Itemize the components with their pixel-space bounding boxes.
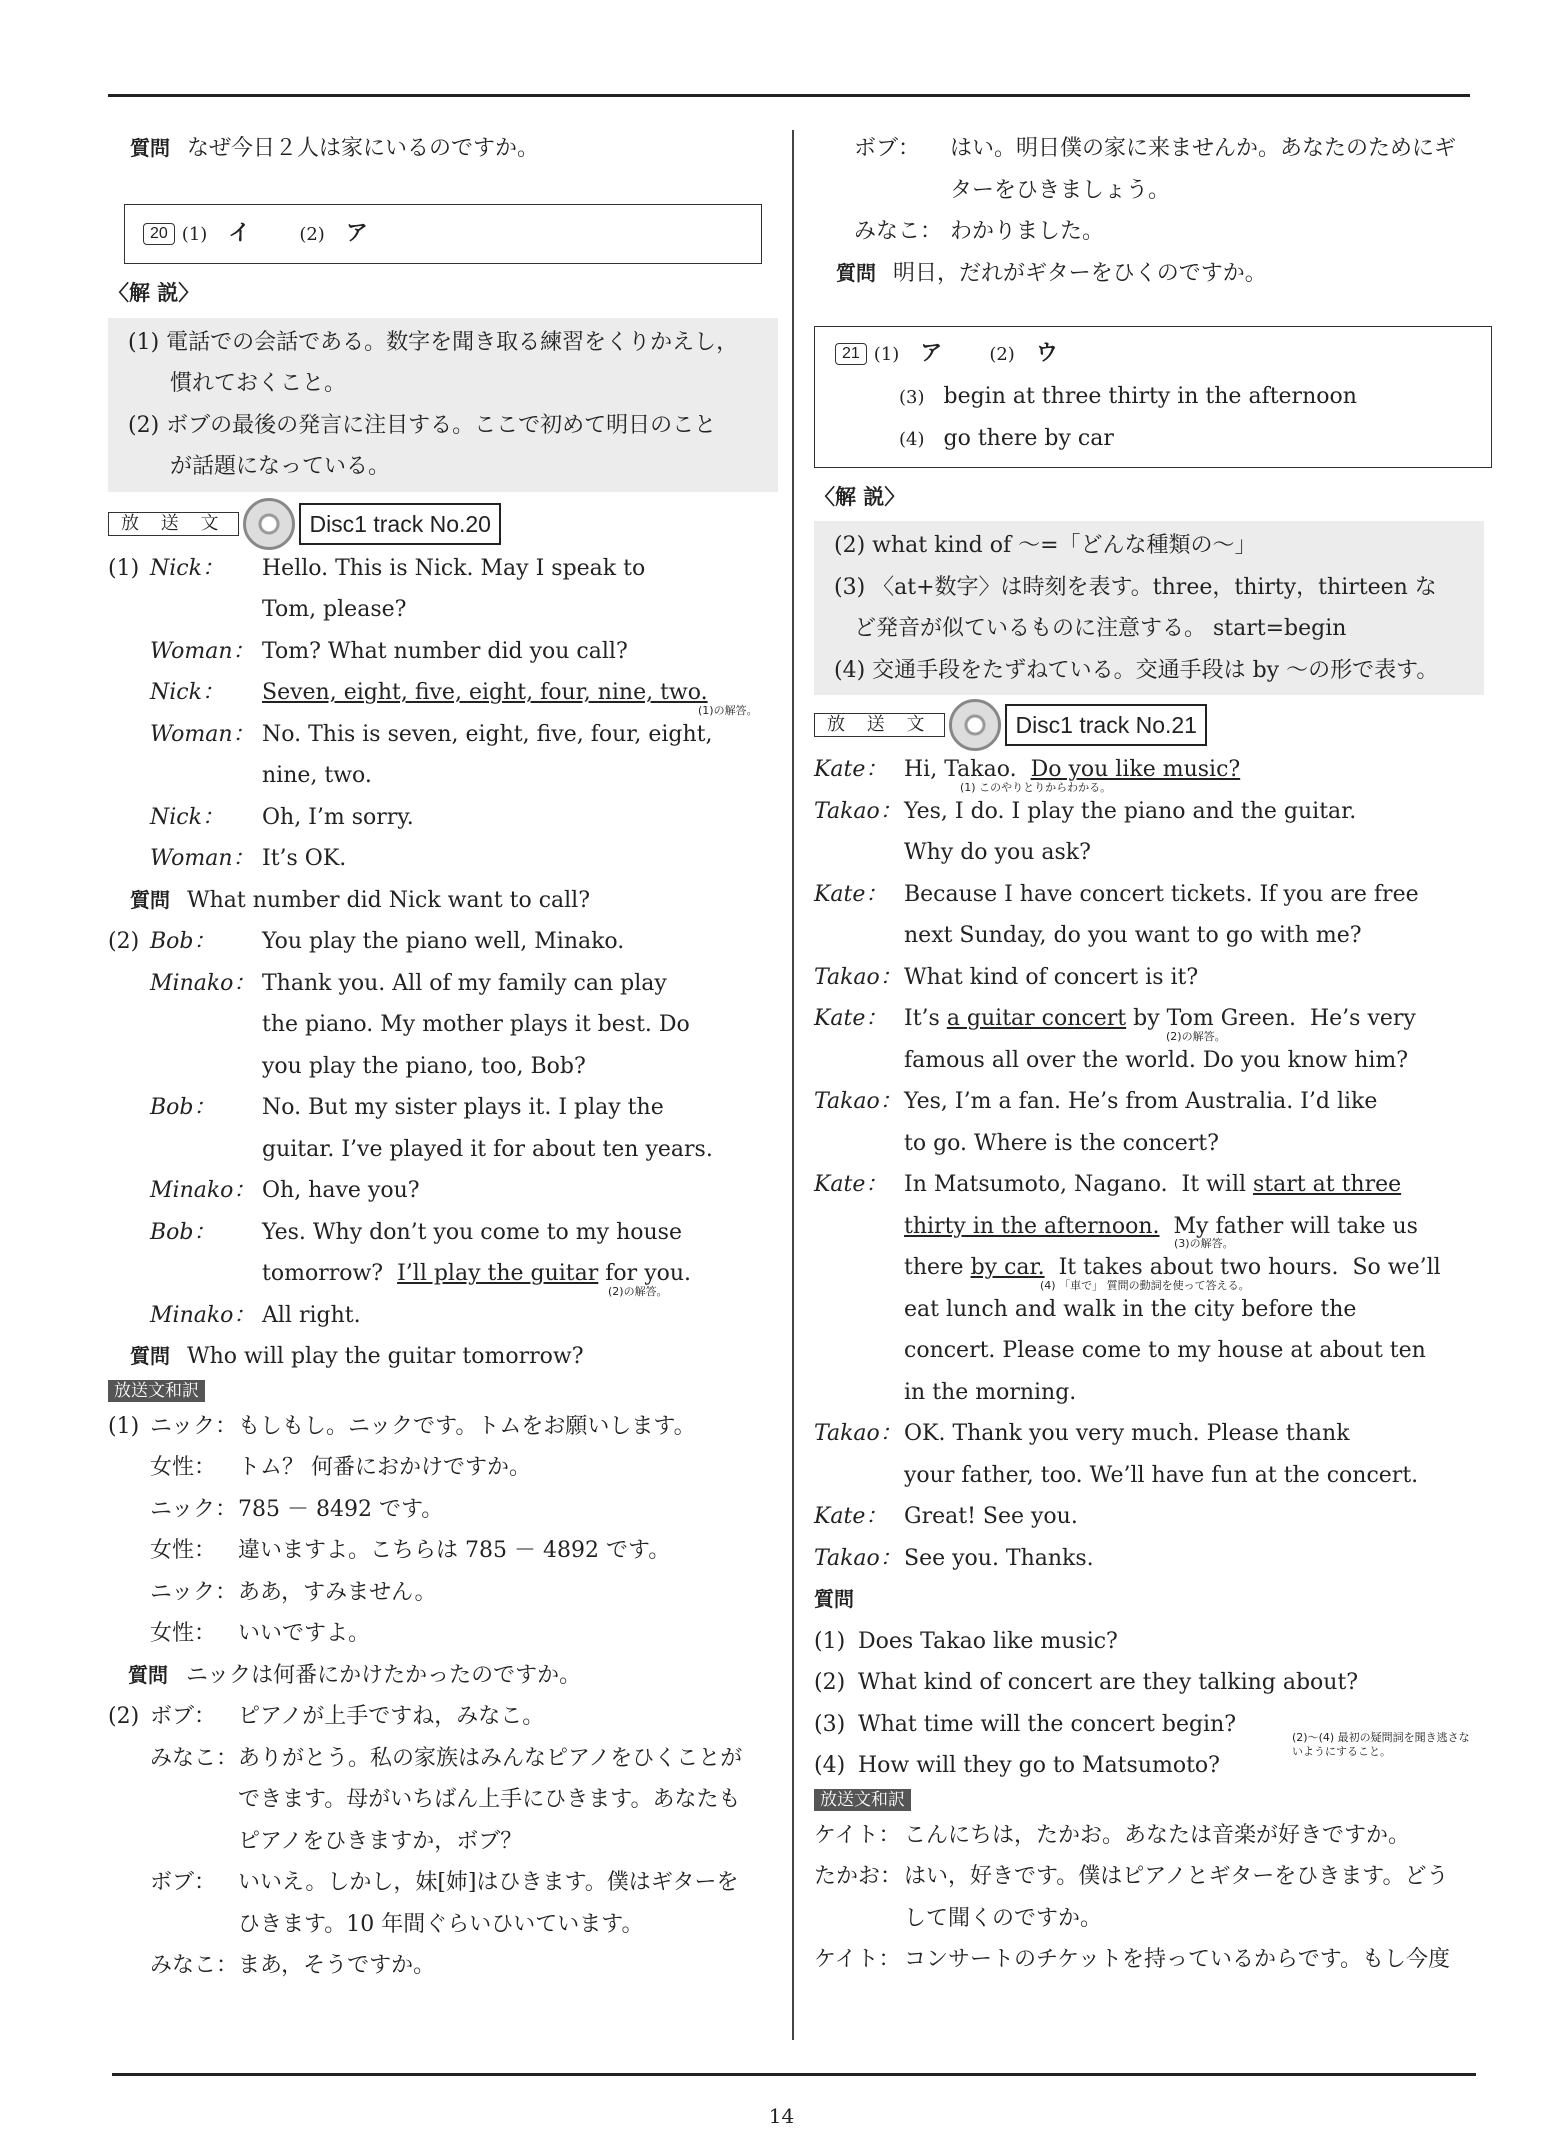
script-line: the piano. My mother plays it best. Do xyxy=(262,1012,690,1037)
top-rule xyxy=(108,94,1470,97)
kaisetsu-line: ど発音が似ているものに注意する。 start=begin xyxy=(854,616,1347,641)
kaisetsu-line: (3) 〈at+数字〉は時刻を表す。three，thirty，thirteen な xyxy=(834,574,1437,600)
script-line: (4) How will they go to Matsumoto? xyxy=(814,1753,1220,1778)
kaisetsu-line: (4) 交通手段をたずねている。交通手段は by ～の形で表す。 xyxy=(834,657,1439,683)
broadcast-label: 放 送 文 xyxy=(814,713,945,737)
script-line: next Sunday, do you want to go with me? xyxy=(904,923,1362,948)
script-line: Takao： OK. Thank you very much. Please thank xyxy=(814,1421,1350,1446)
q19-question: 質問 なぜ今日２人は家にいるのですか。 xyxy=(130,136,540,161)
script-line: eat lunch and walk in the city before the xyxy=(904,1296,1357,1322)
script-line: concert. Please come to my house at about ten xyxy=(904,1338,1426,1363)
script-line: ニック： 785 － 8492 です。 xyxy=(150,1496,444,1522)
script-line: tomorrow? I’ll play the guitar for you. xyxy=(262,1261,692,1286)
track-label: Disc1 track No.20 xyxy=(299,503,501,545)
script-line: して聞くのですか。 xyxy=(904,1905,1103,1931)
script-line: ひきます。10 年間ぐらいひいています。 xyxy=(238,1911,644,1937)
script-line: みなこ： まあ，そうですか。 xyxy=(150,1953,436,1978)
script-line: Takao： Yes, I’m a fan. He’s from Australia. I’d like xyxy=(814,1089,1378,1114)
answer-note: (3)の解答。 xyxy=(1174,1237,1234,1250)
broadcast-header xyxy=(108,500,768,548)
question-line: 質問 明日，だれがギターをひくのですか。 xyxy=(836,260,1267,286)
answer-note: (4) 「車で」 質問の動詞を使って答える。 xyxy=(1040,1278,1250,1292)
script-line: (1) Nick： Hello. This is Nick. May I speak to xyxy=(108,555,646,581)
page-number: 14 xyxy=(768,2104,795,2128)
answer-box-20: 20 (1) イ (2) ア xyxy=(124,204,762,265)
cd-icon xyxy=(243,498,295,550)
script-line: famous all over the world. Do you know him? xyxy=(904,1047,1409,1073)
script-line: ケイト： こんにちは，たかお。あなたは音楽が好きですか。 xyxy=(814,1822,1411,1848)
script-block-2 xyxy=(108,921,768,1378)
script-line: Why do you ask? xyxy=(904,840,1091,865)
script-line: there by car. It takes about two hours. So we’ll xyxy=(904,1255,1441,1280)
script-line: Tom, please? xyxy=(262,597,407,622)
script-line: (1) ニック： もしもし。ニックです。トムをお願いします。 xyxy=(108,1413,696,1439)
answer-note: (1) このやりとりからわかる。 xyxy=(960,780,1112,794)
script-line: Woman： It’s OK. xyxy=(150,846,347,871)
script-line: Kate： It’s a guitar concert by Tom Green. He’s very xyxy=(814,1006,1416,1031)
kaisetsu-line: が話題になっている。 xyxy=(170,454,391,479)
broadcast-header xyxy=(814,701,1474,749)
kaisetsu-line: (1) 電話での会話である。数字を聞き取る練習をくりかえし， xyxy=(128,329,739,355)
script-line: Kate： Because I have concert tickets. If you are free xyxy=(814,881,1419,907)
script-line: (2) Bob： You play the piano well, Minako. xyxy=(108,929,625,954)
answer-box-21: 21 (1) ア (2) ウ (3) begin at three thirty in the afternoon (4) go there by car xyxy=(814,326,1492,468)
script-line: ニック： ああ，すみません。 xyxy=(150,1579,437,1605)
answer-note: (1)の解答。 xyxy=(698,703,758,717)
script-line: you play the piano, too, Bob? xyxy=(262,1053,586,1079)
track-label: Disc1 track No.21 xyxy=(1005,704,1207,746)
dialog-line: ボブ： はい。明日僕の家に来ませんか。あなたのためにギ xyxy=(854,136,1457,161)
questions-label: 質問 xyxy=(814,1587,854,1611)
script-line: (2) What kind of concert are they talking about? xyxy=(814,1670,1359,1695)
cd-icon xyxy=(949,699,1001,751)
kaisetsu-heading: 〈解 説〉 xyxy=(108,280,200,305)
script-line: guitar. I’ve played it for about ten years. xyxy=(262,1136,713,1162)
script-block-1 xyxy=(108,548,768,922)
script-line: ピアノをひきますか，ボブ？ xyxy=(238,1828,523,1854)
script-line: Minako： Oh, have you? xyxy=(150,1178,420,1203)
kaisetsu-line: (2) ボブの最後の発言に注目する。ここで初めて明日のこと xyxy=(128,412,717,438)
script-line: Bob： No. But my sister plays it. I play the xyxy=(150,1095,664,1120)
script-line: (1) Does Takao like music? xyxy=(814,1628,1118,1654)
script-line: Takao： Yes, I do. I play the piano and the guitar. xyxy=(814,798,1357,824)
dialog-line: みなこ： わかりました。 xyxy=(854,219,1105,244)
broadcast-label: 放 送 文 xyxy=(108,512,239,536)
script-line: nine, two. xyxy=(262,763,372,788)
script-line: たかお： はい，好きです。僕はピアノとギターをひきます。どう xyxy=(814,1864,1449,1889)
script-line: ボブ： いいえ。しかし，妹[姉]はひきます。僕はギターを xyxy=(150,1870,739,1895)
script-line: Kate： Hi, Takao. Do you like music? xyxy=(814,757,1241,782)
column-divider xyxy=(792,130,794,2040)
script-line: できます。母がいちばん上手にひきます。あなたも xyxy=(238,1787,741,1812)
answer-note: (2)の解答。 xyxy=(1166,1029,1226,1043)
kaisetsu-box xyxy=(814,521,1484,695)
question-note: (2)～(4) 最初の疑問詞を聞き逃さないようにすること。 xyxy=(1292,1730,1470,1758)
translation-block xyxy=(108,1406,768,1987)
question-line: 質問 Who will play the guitar tomorrow? xyxy=(130,1344,584,1369)
kaisetsu-line: (2) what kind of ～=「どんな種類の～」 xyxy=(834,533,1257,558)
script-line: Nick： Oh, I’m sorry. xyxy=(150,804,414,830)
script-line: Bob： Yes. Why don’t you come to my house xyxy=(150,1219,682,1245)
script-line: Minako： Thank you. All of my family can play xyxy=(150,970,667,996)
answer-number: 20 xyxy=(143,223,175,245)
script-line: Takao： What kind of concert is it? xyxy=(814,964,1199,990)
script-line: 女性： トム？ 何番におかけですか。 xyxy=(150,1455,531,1480)
script-line: 質問 ニックは何番にかけたかったのですか。 xyxy=(128,1662,582,1688)
script-line: (2) ボブ： ピアノが上手ですね，みなこ。 xyxy=(108,1704,545,1729)
kaisetsu-line: 慣れておくこと。 xyxy=(170,371,347,396)
script-line: 女性： いいですよ。 xyxy=(150,1621,371,1646)
script-line: (3) What time will the concert begin? xyxy=(814,1711,1237,1737)
script-line: Minako： All right. xyxy=(150,1302,361,1328)
answer-number: 21 xyxy=(835,343,867,365)
left-column xyxy=(108,128,768,1987)
kaisetsu-box xyxy=(108,318,778,492)
script-block xyxy=(814,749,1474,1787)
translation-label: 放送文和訳 xyxy=(814,1789,911,1811)
script-line: Kate： In Matsumoto, Nagano. It will start at three xyxy=(814,1172,1402,1197)
kaisetsu-heading: 〈解 説〉 xyxy=(814,483,906,509)
script-line: Woman： Tom? What number did you call? xyxy=(150,638,628,664)
script-line: to go. Where is the concert? xyxy=(904,1130,1219,1156)
translation-label: 放送文和訳 xyxy=(108,1380,205,1402)
script-line: your father, too. We’ll have fun at the concert. xyxy=(904,1462,1419,1488)
answer-note: (2)の解答。 xyxy=(608,1284,668,1298)
right-column xyxy=(814,128,1474,1981)
question-line: 質問 What number did Nick want to call? xyxy=(130,887,591,913)
script-line: Woman： No. This is seven, eight, five, four, eight, xyxy=(150,721,713,747)
script-line: Nick： Seven, eight, five, eight, four, nine, two. xyxy=(150,680,708,705)
bottom-rule xyxy=(112,2073,1476,2076)
script-line: Takao： See you. Thanks. xyxy=(814,1545,1094,1571)
script-line: Kate： Great! See you. xyxy=(814,1504,1078,1529)
script-line: thirty in the afternoon. My father will take us xyxy=(904,1213,1418,1239)
script-line: みなこ： ありがとう。私の家族はみんなピアノをひくことが xyxy=(150,1745,743,1771)
translation-block xyxy=(814,1815,1474,1981)
script-line: ケイト： コンサートのチケットを持っているからです。もし今度 xyxy=(814,1947,1451,1972)
script-line: 女性： 違いますよ。こちらは 785 － 4892 です。 xyxy=(150,1538,671,1563)
dialog-line: ターをひきましょう。 xyxy=(950,177,1171,203)
script-line: in the morning. xyxy=(904,1379,1077,1405)
